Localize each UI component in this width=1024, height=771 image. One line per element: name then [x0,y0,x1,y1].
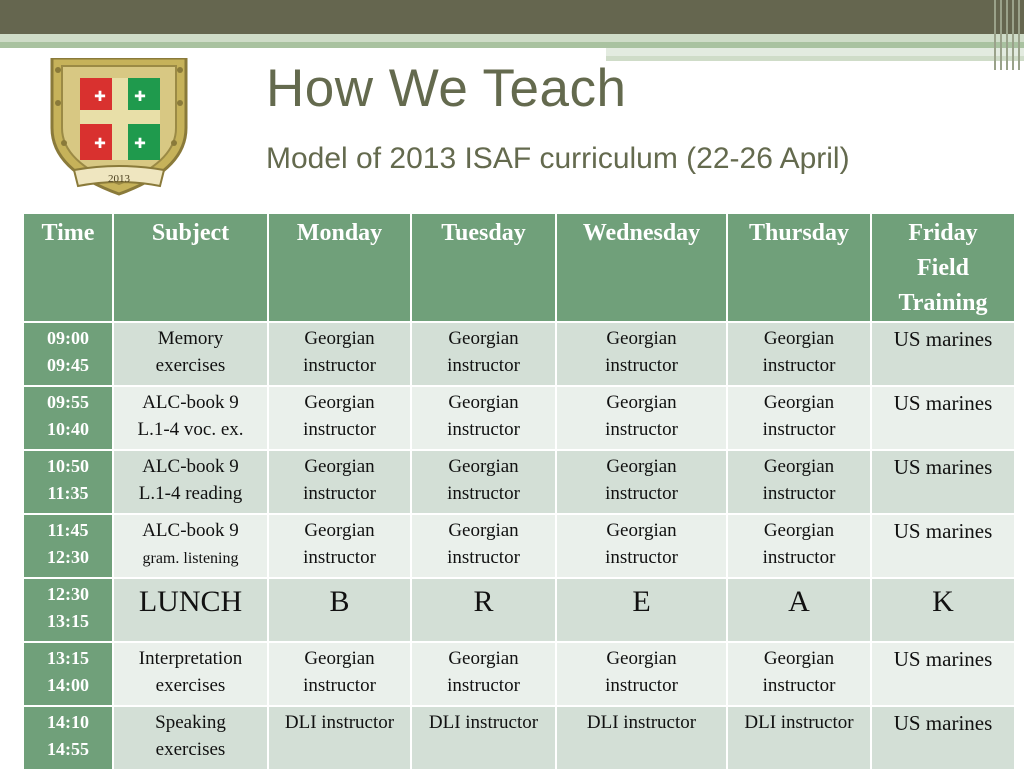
friday-cell: US marines [871,450,1015,514]
tuesday-cell: Georgian instructor [411,450,556,514]
header-tuesday: Tuesday [411,213,556,322]
friday-cell: US marines [871,514,1015,578]
header-friday-field-training: Friday Field Training [871,213,1015,322]
tuesday-cell: Georgian instructor [411,642,556,706]
thursday-cell: Georgian instructor [727,642,871,706]
tuesday-cell: Georgian instructor [411,514,556,578]
time-cell: 12:30 13:15 [23,578,113,642]
time-cell: 11:45 12:30 [23,514,113,578]
curriculum-schedule-table [22,212,1016,771]
table-row [23,386,1015,450]
tuesday-cell: Georgian instructor [411,386,556,450]
svg-text:✚: ✚ [94,90,106,105]
tuesday-cell: R [411,578,556,642]
monday-cell: DLI instructor [268,706,411,770]
svg-text:✚: ✚ [94,137,106,152]
top-stripe [606,56,1024,61]
friday-cell: US marines [871,706,1015,770]
svg-text:✚: ✚ [134,90,146,105]
header-monday: Monday [268,213,411,322]
wednesday-cell: Georgian instructor [556,642,727,706]
thursday-cell: Georgian instructor [727,322,871,386]
tuesday-cell: Georgian instructor [411,322,556,386]
wednesday-cell: E [556,578,727,642]
monday-cell: Georgian instructor [268,450,411,514]
header-time: Time [23,213,113,322]
subject-cell: ALC-book 9 L.1-4 reading [113,450,268,514]
table-row [23,322,1015,386]
wednesday-cell: Georgian instructor [556,386,727,450]
header-subject: Subject [113,213,268,322]
monday-cell: Georgian instructor [268,642,411,706]
svg-text:✚: ✚ [134,137,146,152]
wednesday-cell: Georgian instructor [556,450,727,514]
friday-cell: K [871,578,1015,642]
thursday-cell: A [727,578,871,642]
top-stripe [606,48,1024,56]
subject-cell: ALC-book 9 gram. listening [113,514,268,578]
monday-cell: Georgian instructor [268,322,411,386]
header-wednesday: Wednesday [556,213,727,322]
thursday-cell: Georgian instructor [727,514,871,578]
monday-cell: Georgian instructor [268,386,411,450]
table-row [23,706,1015,770]
subject-cell: LUNCH [113,578,268,642]
time-cell: 10:50 11:35 [23,450,113,514]
friday-cell: US marines [871,386,1015,450]
subject-cell: ALC-book 9 L.1-4 voc. ex. [113,386,268,450]
subject-cell: Speaking exercises [113,706,268,770]
monday-cell: B [268,578,411,642]
header-thursday: Thursday [727,213,871,322]
academy-emblem-logo [24,58,224,198]
top-stripe [0,34,1024,42]
tuesday-cell: DLI instructor [411,706,556,770]
subject-cell: Memory exercises [113,322,268,386]
slide-title: How We Teach [266,59,627,118]
wednesday-cell: DLI instructor [556,706,727,770]
time-cell: 09:00 09:45 [23,322,113,386]
table-row [23,450,1015,514]
subject-cell: Interpretation exercises [113,642,268,706]
time-cell: 14:10 14:55 [23,706,113,770]
friday-cell: US marines [871,642,1015,706]
top-decorative-band [0,0,1024,34]
table-row [23,514,1015,578]
table-header-row [23,213,1015,322]
monday-cell: Georgian instructor [268,514,411,578]
decorative-vertical-bars [990,0,1024,70]
table-row [23,642,1015,706]
slide-subtitle: Model of 2013 ISAF curriculum (22-26 April) [266,142,850,175]
thursday-cell: DLI instructor [727,706,871,770]
time-cell: 13:15 14:00 [23,642,113,706]
svg-text:2013: 2013 [108,173,130,185]
time-cell: 09:55 10:40 [23,386,113,450]
friday-cell: US marines [871,322,1015,386]
thursday-cell: Georgian instructor [727,386,871,450]
table-row-lunch-break [23,578,1015,642]
wednesday-cell: Georgian instructor [556,322,727,386]
thursday-cell: Georgian instructor [727,450,871,514]
wednesday-cell: Georgian instructor [556,514,727,578]
